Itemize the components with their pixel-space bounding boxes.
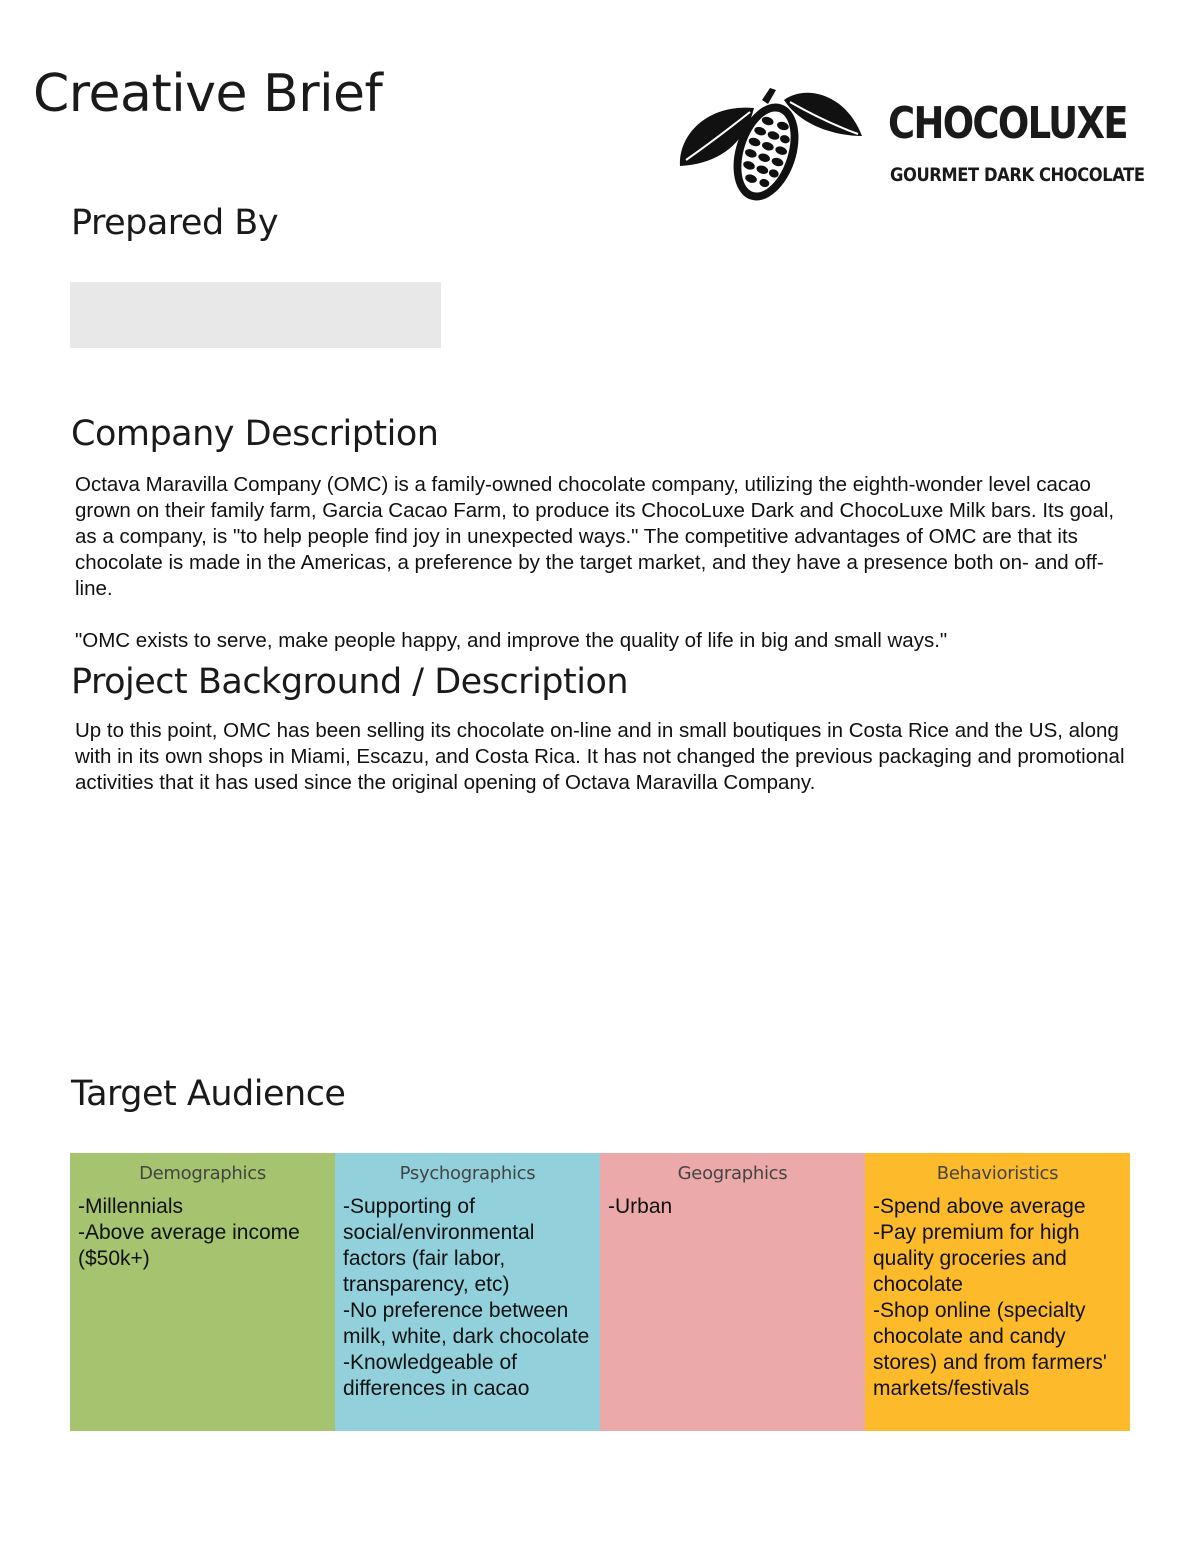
list-item: -Shop online (specialty chocolate and candy stores) and from farmers' markets/festivals [873,1299,1107,1400]
prepared-by-heading: Prepared By [71,203,279,243]
target-audience-table [70,1153,1130,1431]
page-title: Creative Brief [33,64,383,124]
company-description-heading: Company Description [71,414,439,454]
column-items [865,1194,1130,1402]
audience-column-psychographics [335,1153,600,1431]
audience-column-geographics [600,1153,865,1431]
list-item: -Above average income ($50k+) [78,1221,300,1270]
brand-tagline: GOURMET DARK CHOCOLATE [890,164,1145,186]
column-items [335,1194,600,1402]
project-background-heading: Project Background / Description [71,662,629,702]
list-item: -Knowledgeable of differences in cacao [343,1351,530,1400]
prepared-by-name-field [70,282,441,348]
list-item: -Supporting of social/environmental factors (fair labor, transparency, etc) [343,1195,535,1296]
column-header: Geographics [677,1163,788,1184]
list-item: -Urban [608,1195,673,1218]
brand-logo [676,86,1145,204]
column-items [70,1194,335,1272]
list-item: -No preference between milk, white, dark chocolate [343,1299,590,1348]
company-description-body: Octava Maravilla Company (OMC) is a family-owned chocolate company, utilizing the eighth-wonder level cacao grown on their family farm, Garcia Cacao Farm, to produce its ChocoLuxe Dark and ChocoLuxe Milk bars. Its goal, as a company, is "to help people find joy in unexpected ways." The competitive advantages of OMC are that its chocolate is made in the Americas, a preference by the target market, and they have a presence both on- and off-line. [75,473,1115,600]
list-item: -Pay premium for high quality groceries and chocolate [873,1221,1080,1296]
company-description-quote: "OMC exists to serve, make people happy, and improve the quality of life in big and small ways." [75,629,948,652]
audience-column-demographics [70,1153,335,1431]
column-header: Behavioristics [936,1163,1059,1184]
cacao-pod-icon [676,86,876,204]
project-background-body: Up to this point, OMC has been selling its chocolate on-line and in small boutiques in Costa Rice and the US, along with in its own shops in Miami, Escazu, and Costa Rica. It has not changed the previous packaging and promotional activities that it has used since the original opening of Octava Maravilla Company. [75,719,1125,794]
brand-name: CHOCOLUXE [888,98,1127,149]
list-item: -Spend above average [873,1195,1086,1218]
target-audience-heading: Target Audience [71,1074,346,1114]
audience-column-behavioristics [865,1153,1130,1431]
list-item: -Millennials [78,1195,184,1218]
column-header: Psychographics [399,1163,536,1184]
column-items [600,1194,865,1220]
column-header: Demographics [139,1163,266,1184]
